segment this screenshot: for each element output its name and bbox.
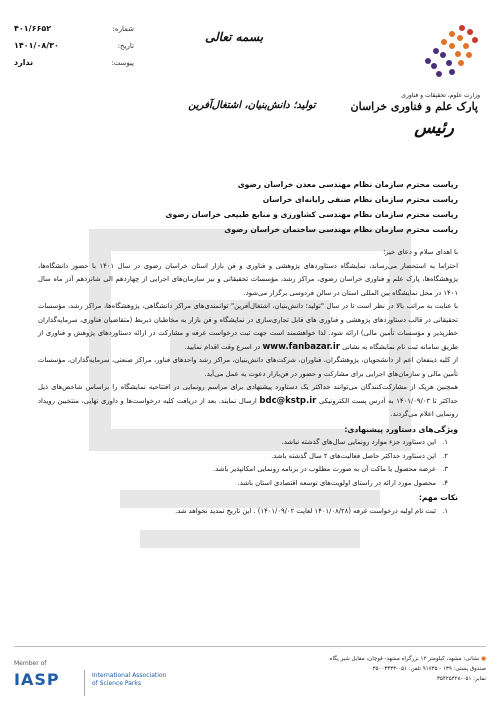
list-item: ۳. عرضه محصول یا ماکت آن به صورت مطلوب در برنامه رونمایی امکانپذیر باشد.	[213, 465, 448, 473]
footer-postal: صندوق پستی: ۱۳۹ - ۹۱۷۳۵ تلفن: ۰۵۱-۳۵۰۰۳۳۳۳	[372, 666, 486, 672]
footer-fax: نمابر: ۰۵۱-۳۵۴۲۵۴۲۸	[436, 676, 486, 682]
paragraph-registration: با عنایت به مراتب بالا در نظر است تا در سال "تولید؛ دانش‌بنیان، اشتغال‌آفرین" توانمندی‌های مراکز دانشگاهی، پژوهشگاه‌ها، مراکز رشد، مؤسسات تحقیقاتی در قالب دستاوردهای پژوهشی و فناوری های قابل تجاری‌سازی در نمایشگاه و فن بازار به مخاطبان ذیربط (متقاضیان فناوری، سرمایه‌گذاران خطرپذیر و مؤسسات تأمین مالی) ارائه شود. لذا خواهشمند است جهت ثبت درخواست غرفه و مشارکت در ارائه دستاوردهای پژوهش و فناوری از طریق سامانه ثبت نام نمایشگاه به نشانی www.fanbazar.ir در اسرع وقت اقدام نمایید.	[38, 302, 458, 352]
recipients	[38, 177, 458, 237]
recipient-line: ریاست محترم سازمان نظام صنفی رایانه‌ای خراسان	[262, 195, 458, 204]
iasp-divider	[84, 670, 85, 696]
recipient-line: ریاست محترم سازمان نظام مهندسی ساختمان خراسان رضوی	[224, 225, 458, 234]
iasp-member-label: Member of	[14, 660, 47, 667]
notes-heading: نکات مهم:	[418, 493, 458, 502]
meta-number: ۴۰۱/۶۶۵۲ شماره:	[14, 24, 134, 33]
paragraph-invitation: از کلیه ذینفعان اعم از دانشجویان، پژوهشگران، فناوران، شرکت‌های دانش‌بنیان، مراکز رشد واحدهای فناور، مراکز صنعتی، سرمایه‌گذاران، مؤسسات تأمین مالی و سازمان‌های اجرایی برای مشارکت و حضور در فن‌بازار دعوت به عمل می‌آید.	[38, 356, 458, 378]
iasp-membership	[14, 660, 214, 700]
ministry-name: وزارت علوم، تحقیقات و فناوری	[401, 92, 480, 99]
list-item: ۱. این دستاورد جزء موارد رونمایی سال‌های گذشته نباشد.	[281, 438, 448, 446]
recipient-line: ریاست محترم سازمان نظام مهندسی معدن خراسان رضوی	[237, 180, 458, 189]
year-slogan: تولید؛ دانش‌بنیان، اشتغال‌آفرین	[188, 100, 316, 111]
sender-title: رئیس	[414, 118, 454, 138]
list-item: ۴. محصول مورد ارائه در راستای اولویت‌های توسعه اقتصادی استان باشد.	[237, 478, 448, 487]
list-item: ۱. ثبت نام اولیه درخواست غرفه (۱۴۰۱/۰۸/۲۸ لغایت ۱۴۰۱/۰۹/۰۲) . این تاریخ تمدید نخواهد شد.	[175, 506, 448, 515]
recipient-line: ریاست محترم سازمان نظام مهندسی کشاورزی و منابع طبیعی خراسان رضوی	[165, 210, 458, 219]
features-list	[38, 436, 458, 490]
iasp-logo: IASP	[14, 670, 60, 689]
paragraph-intro: احتراما به استحضار می‌رساند، نمایشگاه دستاوردهای پژوهشی و فناوری و فن بازار استان خراسان رضوی در سال ۱۴۰۱ با حضور دانشگاه‌ها، پژوهشگاه‌ها، پارک علم و فناوری خراسان رضوی، مراکز رشد، مؤسسات تحقیقاتی و نیز سازمان‌های اجرایی از چهاردهم الی شانزدهم آذر ماه سال ۱۴۰۱ در محل نمایشگاه بین المللی استان در سالن فردوسی برگزار می‌شود.	[38, 261, 458, 297]
footer-address: ● نشانی: مشهد، کیلومتر ۱۲ بزرگراه مشهد- قوچان، مقابل شیر پگاه صندوق پستی: ۱۳۹ - ۹۱۷۳۵ تلفن: ۰۵۱-۳۵۰۰۳۳۳۳ نمابر: ۰۵۱-۳۵۴۲۵۴۲۸	[296, 654, 486, 684]
list-item: ۲. این دستاورد حداکثر حاصل فعالیت‌های ۲ سال گذشته باشد.	[271, 451, 448, 460]
park-name: پارک علم و فناوری خراسان	[350, 100, 478, 113]
features-heading: ویژگی‌های دستاورد پیشنهادی:	[344, 424, 458, 434]
park-logo	[336, 14, 486, 138]
meta-attachment: ندارد پیوست:	[14, 58, 134, 67]
basmala: بسمه تعالی	[205, 30, 264, 44]
iasp-full-name: International Association of Science Parks	[92, 672, 167, 687]
registration-link[interactable]: www.fanbazar.ir	[262, 341, 340, 352]
letter-body	[38, 246, 458, 518]
location-icon: ●	[481, 656, 486, 662]
contact-email[interactable]: bdc@kstp.ir	[259, 395, 317, 406]
meta-date: ۱۴۰۱/۰۸/۳۰ تاریخ:	[14, 41, 134, 50]
paragraph-submission: همچنین هریک از مشارکت‌کنندگان می‌توانند حداکثر یک دستاورد پیشنهادی برای مراسم رونمایی در افتتاحیه نمایشگاه را براساس شاخص‌های ذیل حداکثر تا ۱۴۰۱/۰۹/۰۳ به آدرس پست الکترونیکی bdc@kstp.ir ارسال نمایند. بعد از دریافت کلیه درخواست‌ها و داوری نهایی، منتخبین رویداد رونمایی اعلام می‌گردند.	[38, 383, 458, 418]
notes-list	[38, 505, 458, 519]
letter-meta	[14, 20, 134, 71]
greeting: با اهدای سلام و دعای خیر؛	[383, 248, 458, 256]
footer-divider	[14, 646, 486, 647]
park-emblem-icon	[412, 18, 482, 88]
